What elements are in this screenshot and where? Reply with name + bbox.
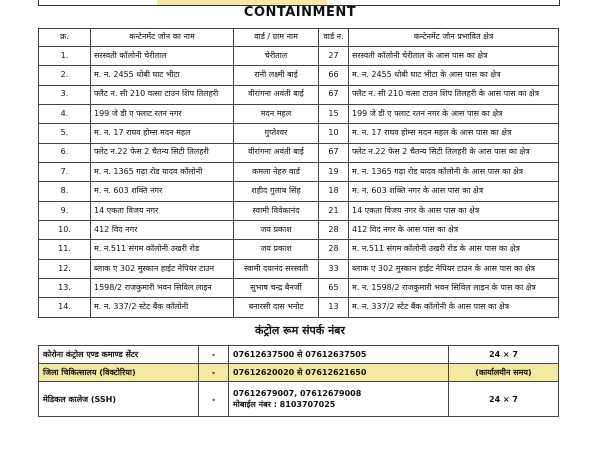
contact-name: मेडिकल कालेज (SSH)	[39, 382, 199, 417]
cell-ward-name: शहीद गुलाब सिंह	[234, 182, 319, 201]
cell-zone-name: 1598/2 राजकुमारी भवन सिविल लाइन	[91, 279, 234, 298]
cell-affected-area: म. न. 337/2 स्टेट बैंक कॉलोनी के आस पास का क्षेत्र	[349, 298, 559, 318]
cell-serial: 9.	[39, 201, 91, 220]
contact-timing: (कार्यालयीन समय)	[449, 364, 559, 382]
cell-serial: 12.	[39, 259, 91, 278]
table-row	[39, 279, 559, 298]
table-row	[39, 259, 559, 278]
cell-ward-number: 10	[319, 124, 349, 143]
containment-zones-table	[38, 28, 559, 318]
cell-serial: 3.	[39, 85, 91, 104]
cell-affected-area: 199 जे डी ए फ्लाट रतन नगर के आस पास का क्षेत्र	[349, 105, 559, 124]
contact-row	[39, 346, 559, 364]
cell-zone-name: म. न. 1365 गढ़ा रोड यादव कॉलोनी	[91, 163, 234, 182]
cell-ward-number: 18	[319, 182, 349, 201]
cell-ward-number: 28	[319, 240, 349, 259]
cell-ward-name: जय प्रकाश	[234, 240, 319, 259]
cell-ward-number: 66	[319, 66, 349, 85]
table-row	[39, 124, 559, 143]
cell-zone-name: सरस्वती कॉलोनी चेरीताल	[91, 47, 234, 66]
phone-number: 07612637500 से 07612637505	[233, 349, 367, 359]
cell-zone-name: म. न. 17 राघव होम्स मदन महल	[91, 124, 234, 143]
cell-affected-area: 14 एकता विजय नगर के आस पास का क्षेत्र	[349, 201, 559, 220]
cell-zone-name: ब्लाक ए 302 मुस्कान हाईट नेपियर टाउन	[91, 259, 234, 278]
cell-affected-area: म. न. 1365 गढ़ा रोड यादव कॉलोनी के आस पास का क्षेत्र	[349, 163, 559, 182]
contact-row	[39, 364, 559, 382]
contact-dash: -	[199, 346, 229, 364]
header-ward-number: वार्ड न.	[319, 29, 349, 47]
cell-ward-name: गुप्तेश्वर	[234, 124, 319, 143]
table-row	[39, 47, 559, 66]
cell-serial: 8.	[39, 182, 91, 201]
phone-number: 07612679007, 07612679008	[233, 388, 362, 398]
cell-affected-area: फ्लैट न. सी 210 वत्सा टाउन शिप तिलहरी के आस पास का क्षेत्र	[349, 85, 559, 104]
control-room-title: कंट्रोल रूम संपर्क नंबर	[255, 324, 345, 337]
cell-serial: 5.	[39, 124, 91, 143]
cell-zone-name: म. न. 337/2 स्टेट बैंक कॉलोनी	[91, 298, 234, 318]
cell-ward-name: चेरीताल	[234, 47, 319, 66]
control-room-contacts-table	[38, 345, 559, 417]
cell-zone-name: म. न.511 संगम कॉलोनी उखरी रोड	[91, 240, 234, 259]
cell-ward-number: 67	[319, 143, 349, 162]
table-row	[39, 240, 559, 259]
header-zone-name: कन्टेनमेंट जोन का नाम	[91, 29, 234, 47]
cell-zone-name: 199 जे डी ए फ्लाट रतन नगर	[91, 105, 234, 124]
cell-ward-number: 15	[319, 105, 349, 124]
cell-zone-name: 14 एकता विजय नगर	[91, 201, 234, 220]
cell-affected-area: म. न. 1598/2 राजकुमारी भवन सिविल लाइन के पास का क्षेत्र	[349, 279, 559, 298]
cell-serial: 10.	[39, 221, 91, 240]
cell-ward-number: 28	[319, 221, 349, 240]
table-row	[39, 201, 559, 220]
contact-numbers	[229, 346, 449, 364]
cell-ward-name: रानी लक्ष्मी बाई	[234, 66, 319, 85]
header-serial: क्र.	[39, 29, 91, 47]
cell-affected-area: ब्लाक ए 302 मुस्कान हाईट नेपियर टाउन के आस पास का क्षेत्र	[349, 259, 559, 278]
cell-ward-number: 33	[319, 259, 349, 278]
table-row	[39, 143, 559, 162]
cell-affected-area: म. न.511 संगम कॉलोनी उखरी रोड के आस पास का क्षेत्र	[349, 240, 559, 259]
cell-ward-name: वीरांगना अवंती बाई	[234, 143, 319, 162]
cell-ward-number: 67	[319, 85, 349, 104]
cell-ward-name: बनारसी दास भनोट	[234, 298, 319, 318]
contact-numbers	[229, 382, 449, 417]
contact-dash: -	[199, 382, 229, 417]
cell-serial: 1.	[39, 47, 91, 66]
table-row	[39, 85, 559, 104]
phone-number: मोबाईल नंबर : 8103707025	[233, 400, 336, 409]
cell-serial: 14.	[39, 298, 91, 318]
table-row	[39, 66, 559, 85]
cell-zone-name: म. न. 603 शक्ति नगर	[91, 182, 234, 201]
cell-zone-name: म. न. 2455 धोबी घाट भीटा	[91, 66, 234, 85]
table-row	[39, 221, 559, 240]
cell-ward-name: कमला नेहरु वार्ड	[234, 163, 319, 182]
cell-ward-name: स्वामी दयानंद सरस्वती	[234, 259, 319, 278]
header-ward-name: वार्ड / ग्राम नाम	[234, 29, 319, 47]
table-row	[39, 163, 559, 182]
cell-zone-name: फ्लेट न.22 फेस 2 चैतन्य सिटी तिलहरी	[91, 143, 234, 162]
cell-serial: 2.	[39, 66, 91, 85]
page-title: CONTAINMENT	[243, 5, 357, 20]
header-affected-area: कन्टेनमेंट जोन प्रभावित क्षेत्र	[349, 29, 559, 47]
cell-affected-area: म. न. 603 शक्ति नगर के आस पास का क्षेत्र	[349, 182, 559, 201]
contact-dash: -	[199, 364, 229, 382]
contact-numbers	[229, 364, 449, 382]
contact-name: जिला चिकित्सालय (विक्टोरिया)	[39, 364, 199, 382]
cell-serial: 7.	[39, 163, 91, 182]
cell-serial: 11.	[39, 240, 91, 259]
cell-affected-area: म. न. 17 राघव होम्स मदन महल के आस पास का क्षेत्र	[349, 124, 559, 143]
cell-ward-name: जय प्रकाश	[234, 221, 319, 240]
cell-ward-number: 13	[319, 298, 349, 318]
cell-ward-name: सुभाष चन्द्र बैनर्जी	[234, 279, 319, 298]
cell-affected-area: सरस्वती कॉलोनी चेरीताल के आस पास का क्षेत्र	[349, 47, 559, 66]
cell-ward-number: 21	[319, 201, 349, 220]
cell-ward-name: वीरांगना अवंती बाई	[234, 85, 319, 104]
cell-affected-area: 412 विद नगर के आस पास का क्षेत्र	[349, 221, 559, 240]
cell-ward-name: मदन महल	[234, 105, 319, 124]
cell-affected-area: फ्लेट न.22 फेस 2 चैतन्य सिटी तिलहरी के आस पास का क्षेत्र	[349, 143, 559, 162]
cell-affected-area: म. न. 2455 धोबी घाट भीटा के आस पास का क्षेत्र	[349, 66, 559, 85]
cell-zone-name: 412 विद नगर	[91, 221, 234, 240]
cell-ward-number: 19	[319, 163, 349, 182]
cell-serial: 6.	[39, 143, 91, 162]
phone-number: 07612620020 से 07612621650	[233, 367, 367, 377]
cell-serial: 4.	[39, 105, 91, 124]
contact-row	[39, 382, 559, 417]
table-header-row	[39, 29, 559, 47]
cell-ward-number: 65	[319, 279, 349, 298]
cell-ward-number: 27	[319, 47, 349, 66]
table-row	[39, 298, 559, 318]
contact-timing: 24 × 7	[449, 382, 559, 417]
contact-timing: 24 × 7	[449, 346, 559, 364]
table-row	[39, 105, 559, 124]
table-row	[39, 182, 559, 201]
contact-name: कोरोना कंट्रोल एण्ड कमाण्ड सेंटर	[39, 346, 199, 364]
cell-ward-name: स्वामी विवेकानंद	[234, 201, 319, 220]
cell-serial: 13.	[39, 279, 91, 298]
cell-zone-name: फ्लैट न. सी 210 वत्सा टाउन शिप तिलहरी	[91, 85, 234, 104]
